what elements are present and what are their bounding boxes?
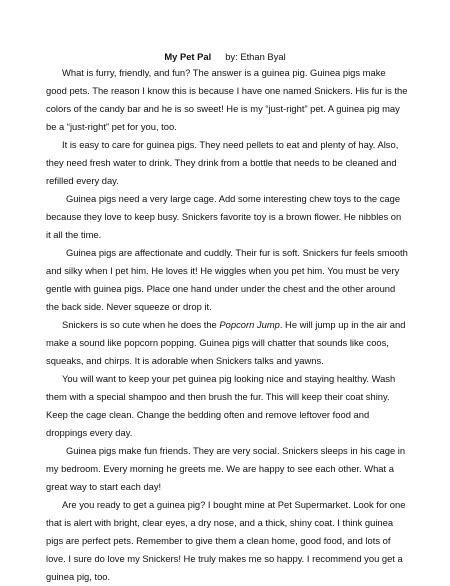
paragraph-care: It is easy to care for guinea pigs. They need pellets to eat and plenty of hay. Also, they need fresh water to drink. They drink from a bottle that needs to be cleaned and refilled every day. [46,139,399,186]
paragraph-conclusion: Are you ready to get a guinea pig? I bought mine at Pet Supermarket. Look for one that is alert with bright, clear eyes, a dry nose, and a thick, shiny coat. I think guinea pigs are perfect pets. Remember to give them a clean home, good food, and lots of love. I sure do love my Snickers! He truly makes me so happy. I recommend you get a guinea pig, too. [46,499,406,582]
paragraph-cage: Guinea pigs need a very large cage. Add some interesting chew toys to the cage because they love to keep busy. Snickers favorite toy is a brown flower. He nibbles on it all the time. [46,193,402,240]
document-title: My Pet Pal [164,51,212,62]
popcorn-jump-term: Popcorn Jump [219,319,280,330]
paragraph-grooming: You will want to keep your pet guinea pig looking nice and staying healthy. Wash them with a special shampoo and then brush the fur. This will keep their coat shiny. Keep the cage clean. Change the bedding often and remove leftover food and droppings every day. [46,373,396,438]
essay-body [46,64,408,586]
paragraph-friends: Guinea pigs make fun friends. They are very social. Snickers sleeps in his cage in my bedroom. Every morning he greets me. We are happy to see each other. What a great way to start each day! [46,445,406,492]
paragraph-intro: What is furry, friendly, and fun? The answer is a guinea pig. Guinea pigs make good pets. The reason I know this is because I have one named Snickers. His fur is the colors of the candy bar and he is so sweet! He is my “just-right” pet. A guinea pig may be a “just-right” pet for you, too. [46,67,408,132]
author-byline: by: Ethan Byal [225,51,286,62]
paragraph-affection: Guinea pigs are affectionate and cuddly. Their fur is soft. Snickers fur feels smooth and silky when I pet him. He loves it! He wiggles when you pet him. You must be very gentle with guinea pigs. Place one hand under under the chest and the other around the back side. Never squeeze or drop it. [46,247,408,312]
paragraph-popcorn: Snickers is so cute when he does the Popcorn Jump. He will jump up in the air and make a sound like popcorn popping. Guinea pigs will chatter that sounds like coos, squeaks, and chirps. It is adorable when Snickers talks and yawns. [46,319,406,366]
title-line [0,50,450,64]
